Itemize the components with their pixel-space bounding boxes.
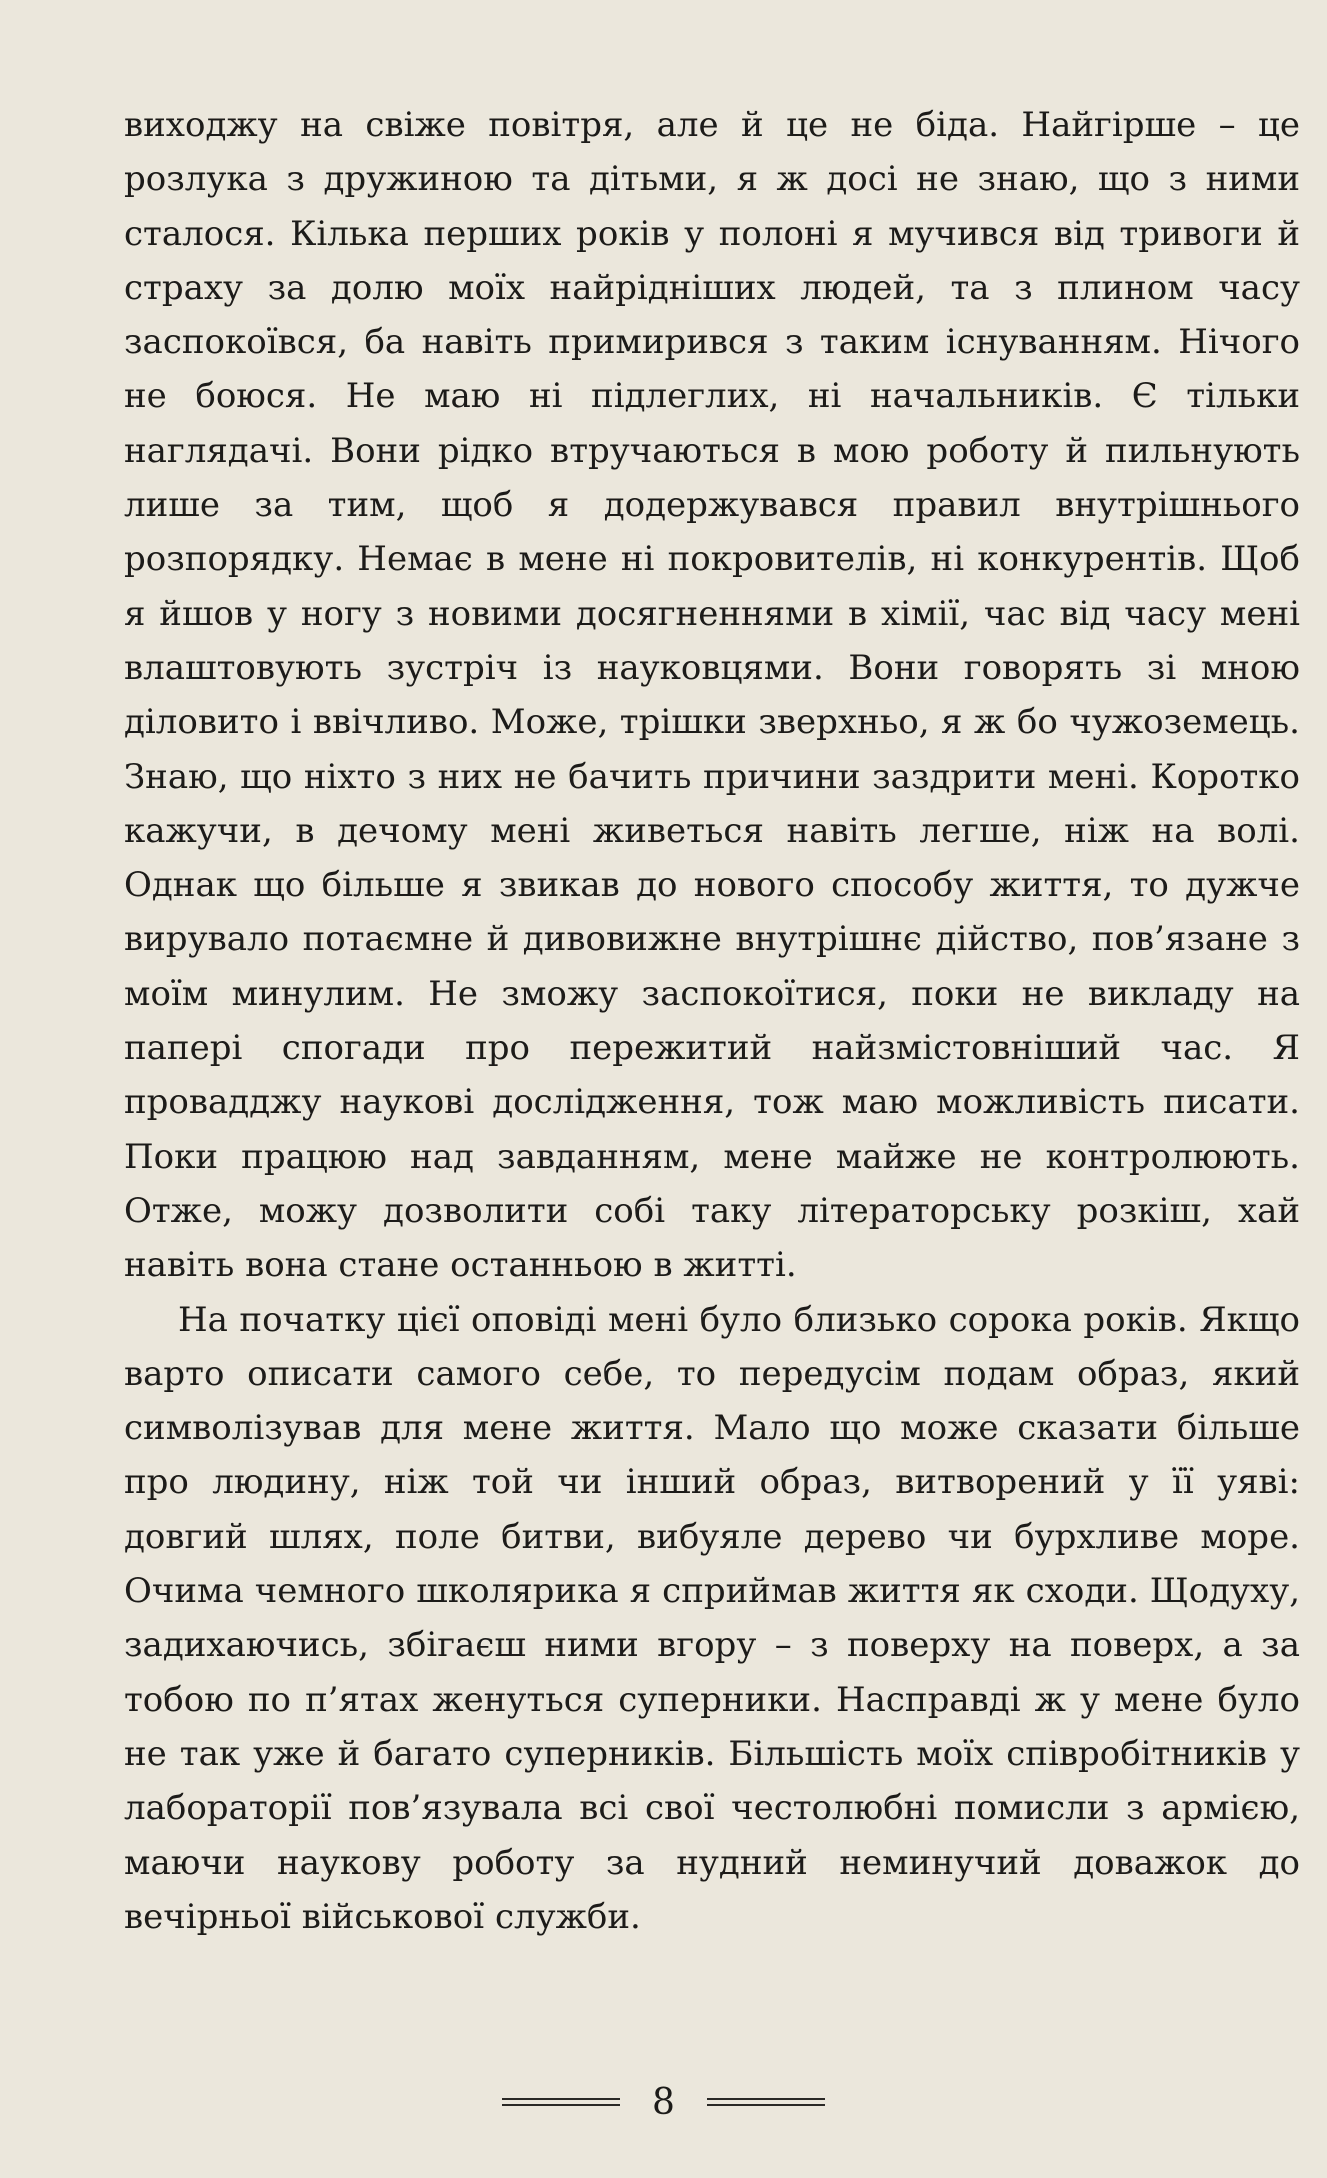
paragraph-2: На початку цієї оповіді мені було близько сорока років. Якщо варто описати самого себе, то передусім подам образ, який символізував для мене життя. Мало що може сказати більше про людину, ніж той чи інший образ, витворений у її уяві: довгий шлях, поле битви, вибуяле дерево чи бурхливе море. Очима чемного школярика я сприймав життя як сходи. Щодуху, задихаючись, збігаєш ними вгору – з поверху на поверх, а за тобою по п’ятах женуться суперники. Насправді ж у мене було не так уже й багато суперників. Більшість моїх співробітників у лабораторії пов’язувала всі свої честолюбні помисли з армією, маючи наукову роботу за нудний неминучий доважок до вечірньої військової служби. — [124, 1299, 1300, 1937]
body-text — [124, 98, 1300, 1944]
footer-rule-left — [502, 2098, 620, 2106]
page-number: 8 — [652, 2081, 675, 2123]
paragraph-1: виходжу на свіже повітря, але й це не біда. Найгірше – це розлука з дружиною та дітьми, я ж досі не знаю, що з ними сталося. Кілька перших років у полоні я мучився від тривоги й страху за долю моїх найрідніших людей, та з плином часу заспокоївся, ба навіть примирився з таким існуванням. Нічого не боюся. Не маю ні підлеглих, ні начальників. Є тільки наглядачі. Вони рідко втручаються в мою роботу й пильнують лише за тим, щоб я додержувався правил внутрішнього розпорядку. Немає в мене ні покровителів, ні конкурентів. Щоб я йшов у ногу з новими досягненнями в хімії, час від часу мені влаштовують зустріч із науковцями. Вони говорять зі мною діловито і ввічливо. Може, трішки зверхньо, я ж бо чужоземець. Знаю, що ніхто з них не бачить причини заздрити мені. Коротко кажучи, в дечому мені живеться навіть легше, ніж на волі. Однак що більше я звикав до нового способу життя, то дужче вирувало потаємне й дивовижне внутрішнє дійство, пов’язане з моїм минулим. Не зможу заспокоїтися, поки не викладу на папері спогади про пережитий найзмістовніший час. Я провадджу наукові дослідження, тож маю можливість писати. Поки працюю над завданням, мене майже не контролюють. Отже, можу дозволити собі таку літераторську розкіш, хай навіть вона стане останньою в житті. — [124, 105, 1300, 1286]
footer-rule-right — [707, 2098, 825, 2106]
page-footer — [0, 2082, 1327, 2122]
